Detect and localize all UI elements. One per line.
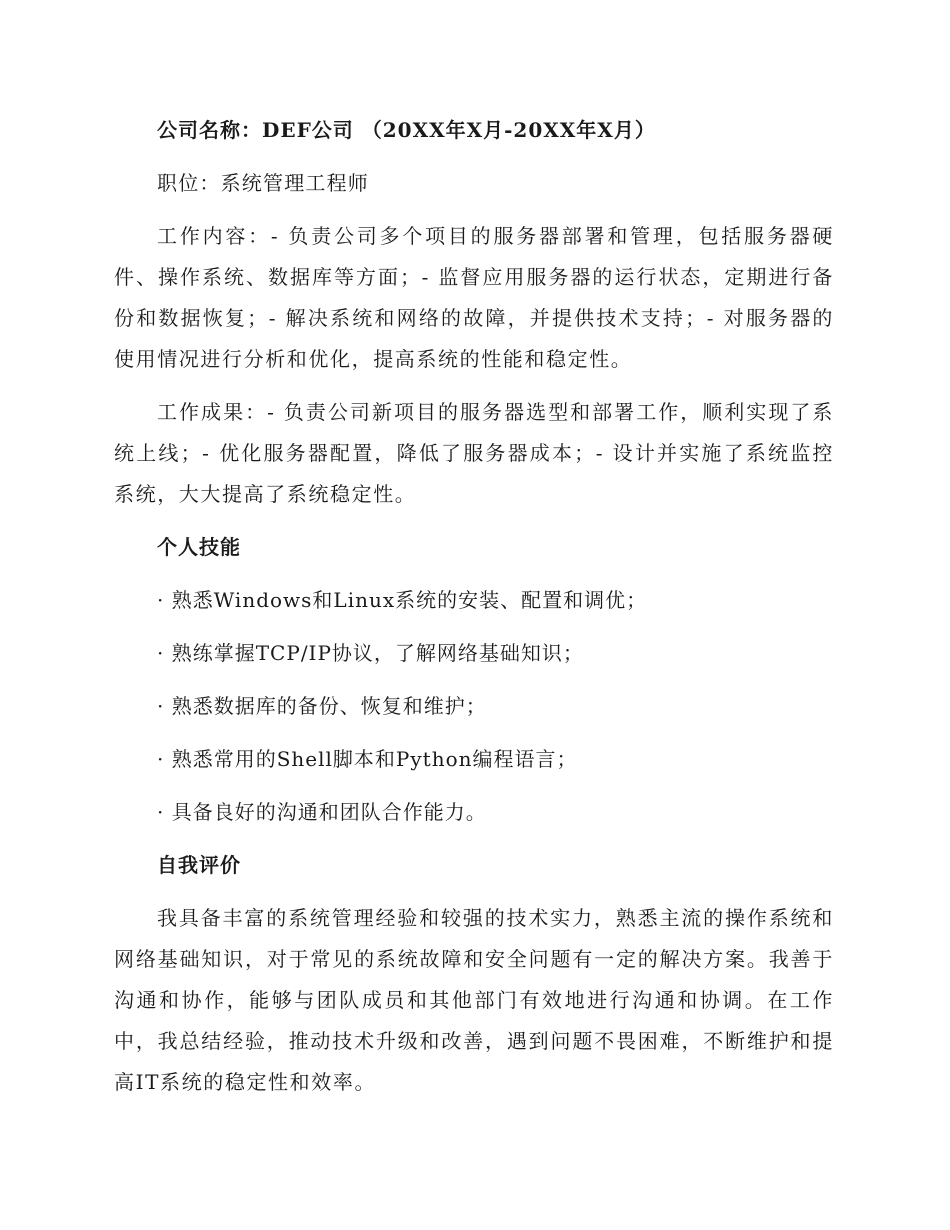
skills-heading: 个人技能 (157, 535, 241, 559)
self-evaluation-heading: 自我评价 (157, 853, 241, 877)
skills-list (114, 580, 834, 833)
list-item: · 具备良好的沟通和团队合作能力。 (157, 800, 487, 824)
position-line: 职位：系统管理工程师 (157, 171, 369, 195)
work-results-paragraph: 工作成果：- 负责公司新项目的服务器选型和部署工作，顺利实现了系统上线；- 优化服务器配置，降低了服务器成本；- 设计并实施了系统监控系统，大大提高了系统稳定性。 (114, 400, 834, 506)
list-item: · 熟悉常用的Shell脚本和Python编程语言； (157, 747, 578, 771)
list-item: · 熟练掌握TCP/IP协议，了解网络基础知识； (157, 641, 584, 665)
list-item: · 熟悉Windows和Linux系统的安装、配置和调优； (157, 588, 648, 612)
work-content-paragraph: 工作内容：- 负责公司多个项目的服务器部署和管理，包括服务器硬件、操作系统、数据库等方面；- 监督应用服务器的运行状态，定期进行备份和数据恢复；- 解决系统和网络的故障，并提供技术支持；- 对服务器的使用情况进行分析和优化，提高系统的性能和稳定性。 (114, 224, 834, 371)
self-evaluation-paragraph: 我具备丰富的系统管理经验和较强的技术实力，熟悉主流的操作系统和网络基础知识，对于常见的系统故障和安全问题有一定的解决方案。我善于沟通和协作，能够与团队成员和其他部门有效地进行沟通和协调。在工作中，我总结经验，推动技术升级和改善，遇到问题不畏困难，不断维护和提高IT系统的稳定性和效率。 (114, 906, 834, 1094)
resume-page (114, 110, 834, 1103)
company-line: 公司名称：DEF公司 （20XX年X月-20XX年X月） (157, 118, 656, 142)
list-item: · 熟悉数据库的备份、恢复和维护； (157, 694, 487, 718)
